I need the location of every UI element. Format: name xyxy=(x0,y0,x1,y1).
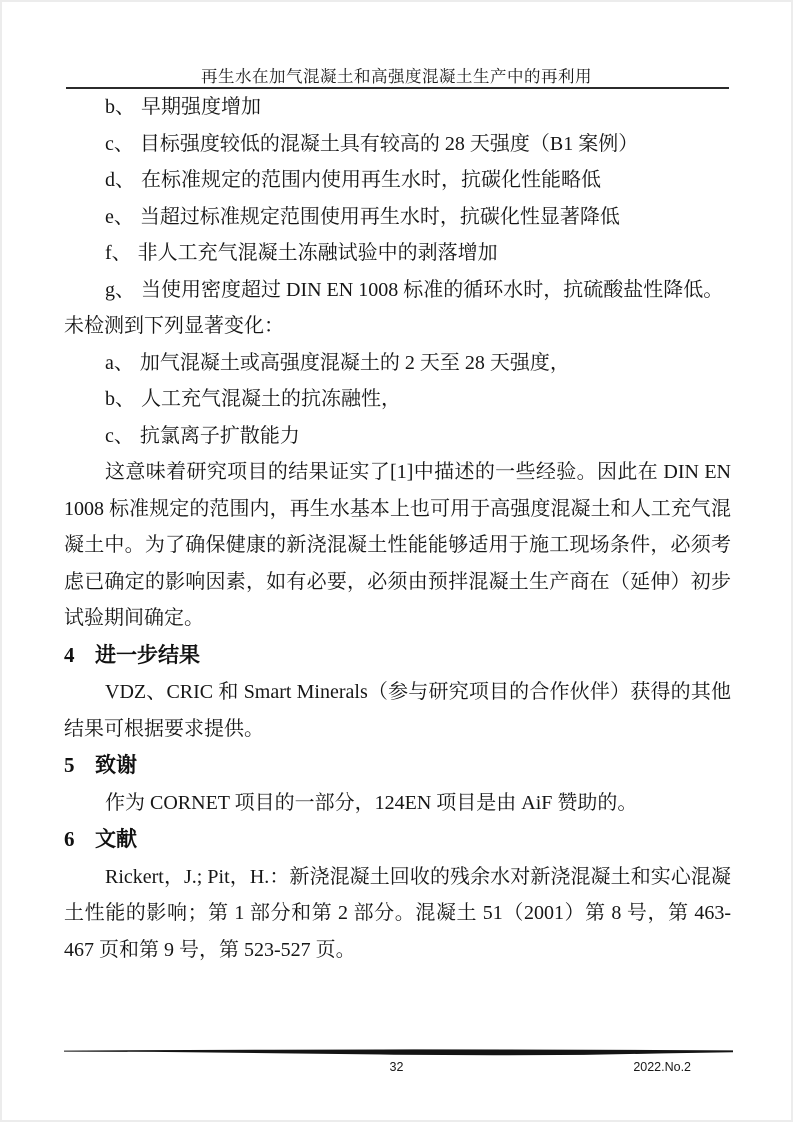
list-item-e xyxy=(64,199,731,236)
list-item-c2 xyxy=(64,418,731,455)
list-item-text: 抗氯离子扩散能力 xyxy=(139,424,300,447)
footer-page-number: 32 xyxy=(389,1060,404,1074)
no-change-intro: 未检测到下列显著变化： xyxy=(64,315,284,337)
list-item-text: 人工充气混凝土的抗冻融性， xyxy=(141,388,401,410)
section-heading-references xyxy=(64,821,731,859)
further-results-paragraph: VDZ、CRIC 和 Smart Minerals（参与研究项目的合作伙伴）获得的其他结果可根据要求提供。 xyxy=(64,681,731,740)
list-item-label: d、 xyxy=(105,169,135,191)
section-number: 4 xyxy=(64,642,75,667)
list-item-text: 加气混凝土或高强度混凝土的 2 天至 28 天强度， xyxy=(139,351,570,374)
list-item-label: b、 xyxy=(105,388,135,410)
list-item-a2 xyxy=(64,345,731,382)
list-item-text: 非人工充气混凝土冻融试验中的剥落增加 xyxy=(137,242,498,264)
conclusion-paragraph: 这意味着研究项目的结果证实了[1]中描述的一些经验。因此在 DIN EN 1008 标准规定的范围内，再生水基本上也可用于高强度混凝土和人工充气混凝土中。为了确保健康的新浇混凝土性能能够适用于施工现场条件，必须考虑已确定的影响因素，如有必要，必须由预拌混凝土生产商在（延伸）初步试验期间确定。 xyxy=(64,461,731,629)
list-item-text: 当使用密度超过 DIN EN 1008 标准的循环水时，抗硫酸盐性降低。 xyxy=(141,278,724,301)
section-number: 6 xyxy=(64,827,75,851)
list-item-b2 xyxy=(64,381,731,418)
footer-rule xyxy=(64,1049,733,1057)
document-body xyxy=(64,89,731,968)
list-item-text: 当超过标准规定范围使用再生水时，抗碳化性显著降低 xyxy=(139,205,620,228)
reference-paragraph: Rickert，J.; Pit，H.：新浇混凝土回收的残余水对新浇混凝土和实心混凝土性能的影响；第 1 部分和第 2 部分。混凝土 51（2001）第 8 号，第 463-467 页和第 9 号，第 523-527 页。 xyxy=(64,865,731,961)
list-item-label: c、 xyxy=(105,424,134,447)
section-title: 文献 xyxy=(95,828,137,851)
list-item-d xyxy=(64,162,731,199)
list-item-label: e、 xyxy=(105,205,134,228)
list-item-label: f、 xyxy=(105,242,132,264)
list-item-label: b、 xyxy=(105,96,135,118)
list-item-label: a、 xyxy=(105,351,134,374)
section-title: 致谢 xyxy=(95,754,137,777)
section-title: 进一步结果 xyxy=(95,643,200,667)
list-item-label: c、 xyxy=(105,132,134,155)
list-item-g xyxy=(64,272,731,309)
running-head-title: 再生水在加气混凝土和高强度混凝土生产中的再利用 xyxy=(201,67,592,86)
list-item-label: g、 xyxy=(105,278,135,301)
list-item-text: 早期强度增加 xyxy=(141,96,261,118)
acknowledgement-paragraph: 作为 CORNET 项目的一部分，124EN 项目是由 AiF 赞助的。 xyxy=(105,791,638,814)
section-heading-further-results xyxy=(64,637,731,675)
footer-issue-label: 2022.No.2 xyxy=(633,1060,691,1074)
section-heading-acknowledgement xyxy=(64,747,731,785)
list-item-f xyxy=(64,235,731,272)
list-item-c xyxy=(64,126,731,163)
list-item-b xyxy=(64,89,731,126)
list-item-text: 目标强度较低的混凝土具有较高的 28 天强度（B1 案例） xyxy=(139,132,639,155)
list-item-text: 在标准规定的范围内使用再生水时，抗碳化性能略低 xyxy=(141,169,601,191)
section-number: 5 xyxy=(64,753,75,777)
